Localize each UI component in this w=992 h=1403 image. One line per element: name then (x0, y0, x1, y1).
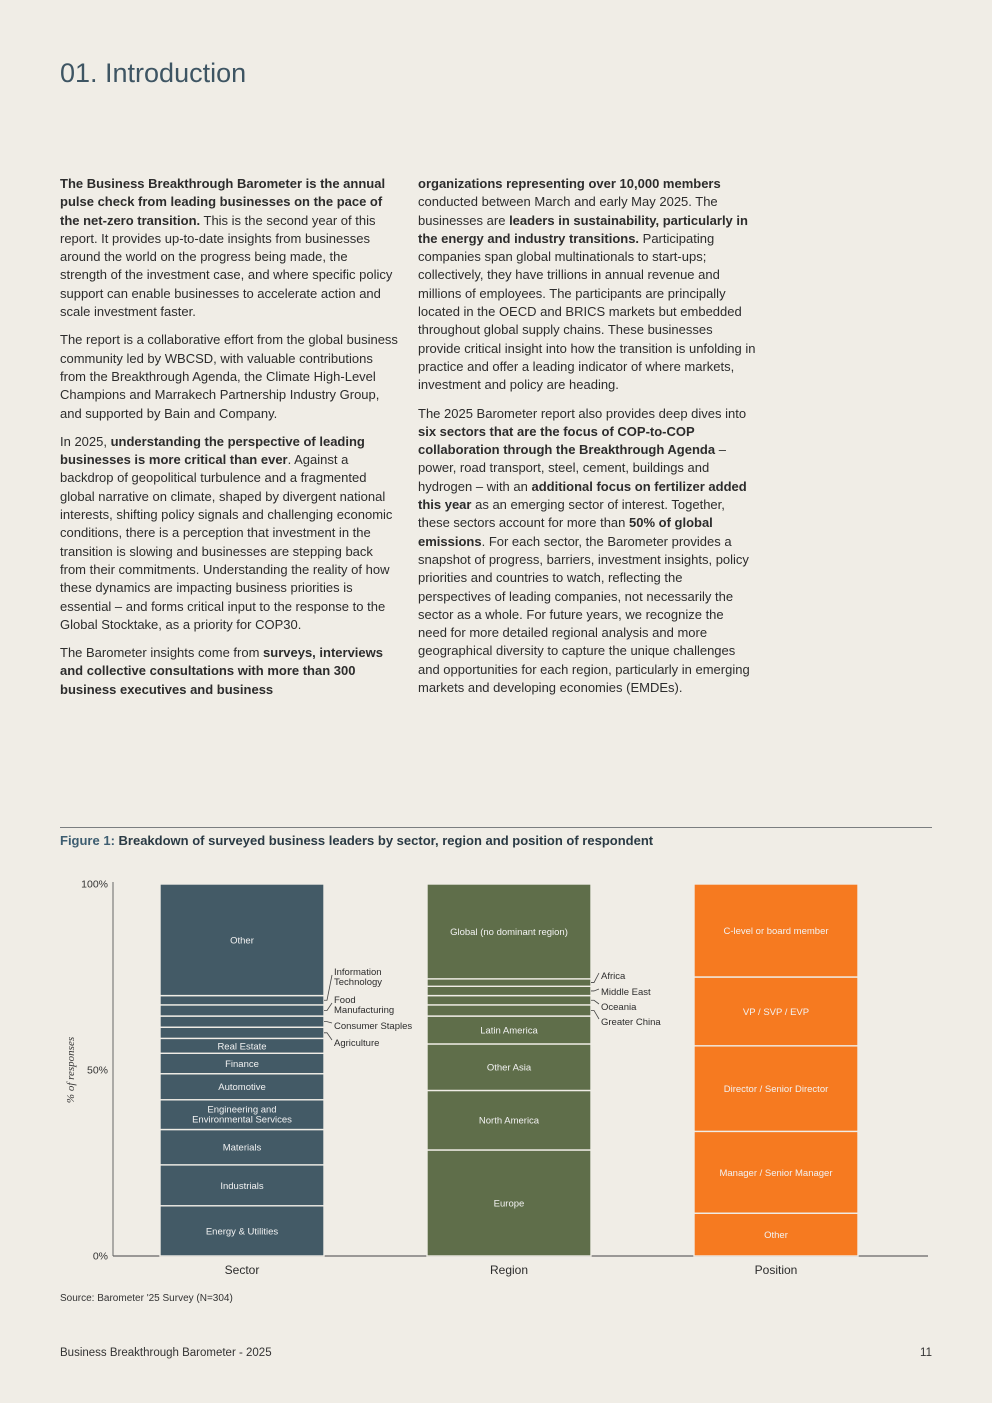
segment-callout-label: Agriculture (334, 1038, 380, 1049)
text-run: Participating companies span global multinationals to start-ups; collectively, they have trillions in annual revenue and millions of employees. The participants are principally located in the OECD and BRICS markets but embedded throughout global supply chains. These businesses provide critical insight into how the transition is unfolding in practice and offer a leading indicator of where markets, investment and policy are heading. (418, 230, 756, 393)
segment-callout-label: Food (334, 995, 356, 1006)
segment-label: Global (no dominant region) (450, 926, 568, 938)
segment-callout-label: Manufacturing (334, 1005, 395, 1016)
callout-leader-line (324, 1022, 332, 1023)
text-run: – power, road transport, steel, cement, buildings and hydrogen – with an (418, 442, 726, 494)
paragraph (418, 175, 756, 395)
left-text-column (60, 175, 398, 709)
text-run: In 2025, (60, 433, 111, 449)
text-run: The report is a collaborative effort from the global business community led by WBCSD, with valuable contributions from the Breakthrough Agenda, the Climate High-Level Champions and Marrakech Partnership Industry Group, and supported by Bain and Company. (60, 332, 398, 421)
text-run: This is the second year of this report. It provides up-to-date insights from businesses around the world on the progress being made, the strength of the investment case, and where specific policy support can enable businesses to accelerate action and scale investment faster. (60, 212, 393, 320)
x-category-label: Sector (224, 1263, 260, 1277)
paragraph (60, 175, 398, 321)
y-tick-label: 0% (92, 1250, 108, 1263)
callout-leader-line (324, 1033, 332, 1040)
text-run: The 2025 Barometer report also provides deep dives into (418, 405, 747, 421)
bar-segment (160, 1027, 324, 1038)
text-run: . Against a backdrop of geopolitical turbulence and a fragmented global narrative on climate, shaped by divergent national interests, shifting policy signals and challenging economic conditions, there is a perception that investment in the transition is slowing and businesses are stepping back from their commitments. Understanding the reality of how these dynamics are impacting business priorities is essential – and forms critical input to the response to the Global Stocktake, as a priority for COP30. (60, 452, 393, 632)
segment-label: North America (478, 1115, 540, 1127)
x-category-label: Region (489, 1263, 529, 1277)
segment-label: VP / SVP / EVP (742, 1006, 810, 1018)
bold-text-run: six sectors that are the focus of COP-to-COP collaboration through the Breakthrough Agenda (418, 423, 716, 458)
bold-text-run: organizations representing over 10,000 members (418, 176, 721, 191)
callout-leader-line (324, 1003, 332, 1010)
callout-leader-line (324, 975, 332, 1000)
y-tick-label: 50% (86, 1064, 108, 1077)
segment-label: Manager / Senior Manager (719, 1167, 833, 1179)
segment-callout-label: Oceania (601, 1002, 637, 1013)
bold-text-run: leaders in sustainability, particularly in the energy and industry transitions. (418, 212, 748, 246)
segment-callout-label: Middle East (601, 987, 651, 998)
figure-caption-text: Breakdown of surveyed business leaders by sector, region and position of respondent (114, 833, 654, 848)
segment-label: Other Asia (486, 1062, 532, 1074)
bar-segment (427, 996, 591, 1005)
bar-segment (160, 1005, 324, 1016)
segment-label: Industrials (220, 1180, 264, 1192)
segment-label: Automotive (218, 1082, 266, 1094)
bold-text-run: understanding the perspective of leading businesses is more critical than ever (60, 433, 365, 468)
paragraph (418, 405, 756, 698)
segment-label: Finance (225, 1058, 259, 1070)
text-run: The Barometer insights come from (60, 645, 264, 661)
segment-label: Other (764, 1230, 788, 1242)
callout-leader-line (591, 1000, 599, 1004)
callout-leader-line (591, 989, 599, 991)
segment-label: Real Estate (217, 1041, 267, 1053)
bold-text-run: The Business Breakthrough Barometer is the annual pulse check from leading businesses on the pace of the net-zero transition. (60, 176, 386, 228)
paragraph (60, 644, 398, 699)
segment-callout-label: Consumer Staples (334, 1021, 413, 1032)
segment-callout-label: Greater China (601, 1017, 661, 1028)
text-run: conducted between March and early May 2025. The businesses are (418, 194, 718, 228)
segment-label: C-level or board member (723, 926, 829, 937)
bold-text-run: additional focus on fertilizer added this year (418, 478, 747, 513)
right-text-column (418, 175, 756, 707)
bold-text-run: 50% of global emissions (418, 515, 713, 549)
page-number: 11 (920, 1347, 932, 1359)
bold-text-run: surveys, interviews and collective consultations with more than 300 business executives and business (60, 645, 383, 697)
figure-caption (60, 833, 653, 848)
segment-callout-label: Technology (334, 977, 383, 988)
segment-label: Latin America (480, 1025, 538, 1037)
figure-label: Figure 1: (60, 833, 115, 848)
bar-segment (427, 1005, 591, 1016)
segment-label: Engineering and (207, 1104, 277, 1116)
segment-callout-label: Africa (601, 971, 626, 982)
segment-label: Other (230, 935, 254, 947)
paragraph (60, 433, 398, 634)
page-title: 01. Introduction (60, 58, 247, 88)
figure-source: Source: Barometer '25 Survey (N=304) (60, 1293, 233, 1304)
footer-title: Business Breakthrough Barometer - 2025 (60, 1347, 272, 1359)
figure-divider (60, 827, 932, 828)
text-run: . For each sector, the Barometer provides a snapshot of progress, barriers, investment insights, policy priorities and countries to watch, reflecting the perspectives of leading companies, not necessarily the sector as a whole. For future years, we recognize the need for more detailed regional analysis and more geographical diversity to capture the unique challenges and opportunities for each region, particularly in emerging markets and developing economies (EMDEs). (418, 533, 750, 696)
y-axis-label: % of responses (65, 1036, 77, 1104)
paragraph (60, 331, 398, 422)
x-category-label: Position (754, 1263, 798, 1277)
segment-label: Director / Senior Director (723, 1084, 829, 1096)
segment-label: Environmental Services (192, 1114, 292, 1126)
y-tick-label: 100% (81, 878, 108, 891)
callout-leader-line (591, 1010, 599, 1019)
stacked-bar-chart (0, 860, 992, 1285)
bar-segment (427, 979, 591, 986)
bar-segment (160, 1016, 324, 1027)
segment-label: Energy & Utilities (205, 1226, 279, 1238)
segment-label: Materials (222, 1142, 262, 1154)
bar-segment (427, 986, 591, 995)
callout-leader-line (591, 973, 599, 983)
bar-segment (160, 996, 324, 1005)
text-run: as an emerging sector of interest. Together, these sectors account for more than (418, 497, 725, 531)
segment-label: Europe (493, 1198, 525, 1210)
segment-callout-label: Information (334, 967, 382, 978)
